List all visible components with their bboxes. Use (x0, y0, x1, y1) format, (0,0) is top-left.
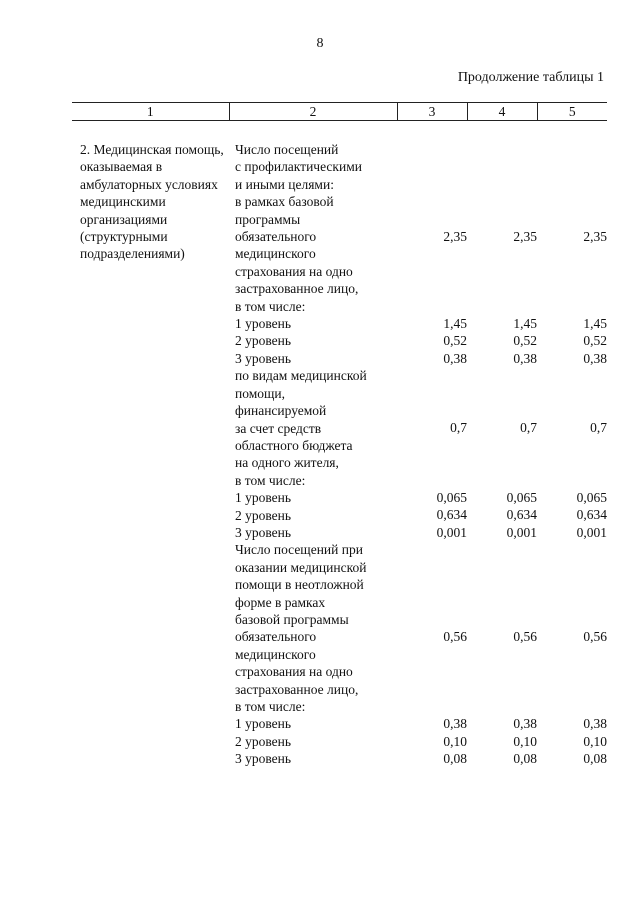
indicator-text-line: форме в рамках (235, 594, 326, 610)
indicator-text-line: 3 уровень (235, 751, 292, 767)
value-cell: 1,45 (583, 316, 607, 331)
value-cell: 0,52 (513, 333, 537, 349)
indicator-text-line: страхования на одно (235, 664, 353, 680)
value-block (467, 715, 537, 732)
value-column-4 (467, 121, 537, 768)
value-cell: 0,065 (576, 489, 607, 505)
table-continuation-label: Продолжение таблицы 1 (457, 70, 604, 85)
value-cell: 0,38 (513, 350, 537, 366)
value-cell: 0,38 (583, 350, 607, 366)
value-block (467, 350, 537, 367)
indicator-text-line: 2 уровень (235, 507, 292, 523)
indicator-text-line: в том числе: (235, 472, 306, 488)
value-cell: 0,56 (513, 629, 537, 645)
indicator-text-line: страхования на одно (235, 263, 353, 279)
value-block (467, 733, 537, 750)
indicator-text-line: медицинского (235, 246, 316, 262)
indicator-text-line: в том числе: (235, 298, 306, 314)
indicator-block (229, 733, 397, 750)
indicator-block (229, 332, 397, 349)
value-block (537, 715, 607, 732)
indicator-text-line: с профилактическими (235, 159, 362, 175)
value-cell: 0,38 (583, 716, 607, 732)
value-block (537, 332, 607, 349)
value-block (537, 315, 607, 332)
value-cell: 0,7 (520, 420, 537, 436)
indicator-text-line: помощи в неотложной (235, 577, 364, 593)
indicator-block (229, 489, 397, 506)
value-block (537, 489, 607, 506)
value-cell: 0,7 (590, 420, 607, 436)
value-cell: 0,08 (513, 750, 537, 766)
value-block (397, 715, 467, 732)
value-block (467, 315, 537, 332)
indicator-text-line: застрахованное лицо, (235, 281, 359, 297)
value-cell: 0,634 (436, 507, 467, 523)
value-cell: 0,7 (450, 420, 467, 436)
indicator-text-line: в рамках базовой (235, 194, 334, 210)
indicator-block (229, 315, 397, 332)
indicator-block (229, 141, 397, 315)
indicator-text-line: базовой программы (235, 611, 349, 627)
value-cell: 0,56 (583, 629, 607, 645)
indicator-text-line: за счет средств (235, 420, 322, 436)
indicator-block (229, 715, 397, 732)
column-header-4: 4 (467, 103, 537, 121)
indicator-text-line: Число посещений (235, 142, 339, 157)
value-cell: 0,10 (513, 733, 537, 749)
table-header-row (72, 103, 607, 121)
value-block (537, 506, 607, 523)
value-cell: 0,001 (436, 524, 467, 540)
value-cell: 0,10 (443, 733, 467, 749)
value-cell: 0,065 (506, 489, 537, 505)
indicator-text-line: 1 уровень (235, 316, 292, 332)
page-number: 8 (316, 36, 324, 51)
value-block (397, 332, 467, 349)
indicator-text-line: медицинского (235, 646, 316, 662)
indicator-block (229, 367, 397, 489)
column-header-3: 3 (397, 103, 467, 121)
value-cell: 0,065 (436, 489, 467, 505)
indicator-text-line: 3 уровень (235, 524, 292, 540)
indicator-text-line: 2 уровень (235, 733, 292, 749)
value-cell: 0,634 (576, 507, 607, 523)
value-cell: 0,52 (443, 333, 467, 349)
indicator-text-line: программы (235, 211, 301, 227)
column-header-2: 2 (229, 103, 397, 121)
indicator-block (229, 750, 397, 767)
indicator-block (229, 524, 397, 541)
value-cell: 0,38 (443, 350, 467, 366)
indicator-text-line: застрахованное лицо, (235, 681, 359, 697)
indicator-text-line: 1 уровень (235, 490, 292, 506)
value-cell: 0,001 (506, 524, 537, 540)
value-cell: 2,35 (443, 229, 467, 244)
category-label: 2. Медицинская помощь, оказываемая в амбулаторных условиях медицинскими организациями (структурными подразделениями) (80, 142, 224, 262)
value-block (397, 750, 467, 767)
value-cell: 0,38 (513, 716, 537, 732)
value-block (467, 367, 537, 489)
indicators-table (72, 102, 607, 768)
value-cell: 0,08 (443, 750, 467, 766)
value-cell: 0,56 (443, 629, 467, 645)
indicator-text-line: 3 уровень (235, 350, 292, 366)
table-row (72, 121, 607, 768)
value-block (537, 350, 607, 367)
indicator-text-line: обязательного (235, 629, 317, 645)
value-block (467, 489, 537, 506)
indicator-text-line: Число посещений при (235, 542, 363, 558)
value-block (537, 750, 607, 767)
indicator-text-line: в том числе: (235, 699, 306, 714)
value-block (397, 350, 467, 367)
value-block (467, 524, 537, 541)
indicator-text-line: финансируемой (235, 403, 327, 419)
value-column-3 (397, 121, 467, 768)
value-block (467, 541, 537, 715)
indicator-text-line: 2 уровень (235, 333, 292, 349)
value-block (537, 541, 607, 715)
value-block (467, 141, 537, 315)
indicator-text-line: по видам медицинской (235, 368, 367, 384)
value-cell: 2,35 (583, 229, 607, 244)
indicator-block (229, 350, 397, 367)
value-block (397, 315, 467, 332)
category-cell (72, 121, 229, 768)
value-cell: 0,38 (443, 716, 467, 732)
value-block (397, 733, 467, 750)
indicator-text-line: областного бюджета (235, 437, 353, 453)
column-header-5: 5 (537, 103, 607, 121)
indicator-text-line: на одного жителя, (235, 455, 339, 471)
value-block (467, 750, 537, 767)
value-cell: 0,10 (583, 733, 607, 749)
indicator-text-line: оказании медицинской (235, 559, 367, 575)
indicator-block (229, 507, 397, 524)
value-block (467, 506, 537, 523)
value-block (537, 733, 607, 750)
value-block (397, 489, 467, 506)
indicator-block (229, 541, 397, 715)
value-block (397, 506, 467, 523)
value-block (397, 367, 467, 489)
indicator-text-line: 1 уровень (235, 716, 292, 732)
column-header-1: 1 (72, 103, 229, 121)
value-block (467, 332, 537, 349)
value-block (537, 524, 607, 541)
value-cell: 0,001 (576, 524, 607, 540)
value-block (397, 541, 467, 715)
value-cell: 0,08 (583, 750, 607, 766)
indicator-text-line: помощи, (235, 385, 286, 401)
value-cell: 1,45 (513, 316, 537, 331)
value-cell: 0,634 (506, 507, 537, 523)
value-column-5 (537, 121, 607, 768)
value-cell: 0,52 (583, 333, 607, 349)
value-cell: 1,45 (443, 316, 467, 331)
value-block (537, 367, 607, 489)
value-block (397, 141, 467, 315)
value-block (397, 524, 467, 541)
indicator-text-line: и иными целями: (235, 176, 334, 192)
value-block (537, 141, 607, 315)
indicator-column (229, 121, 397, 768)
value-cell: 2,35 (513, 229, 537, 244)
indicator-text-line: обязательного (235, 229, 317, 245)
